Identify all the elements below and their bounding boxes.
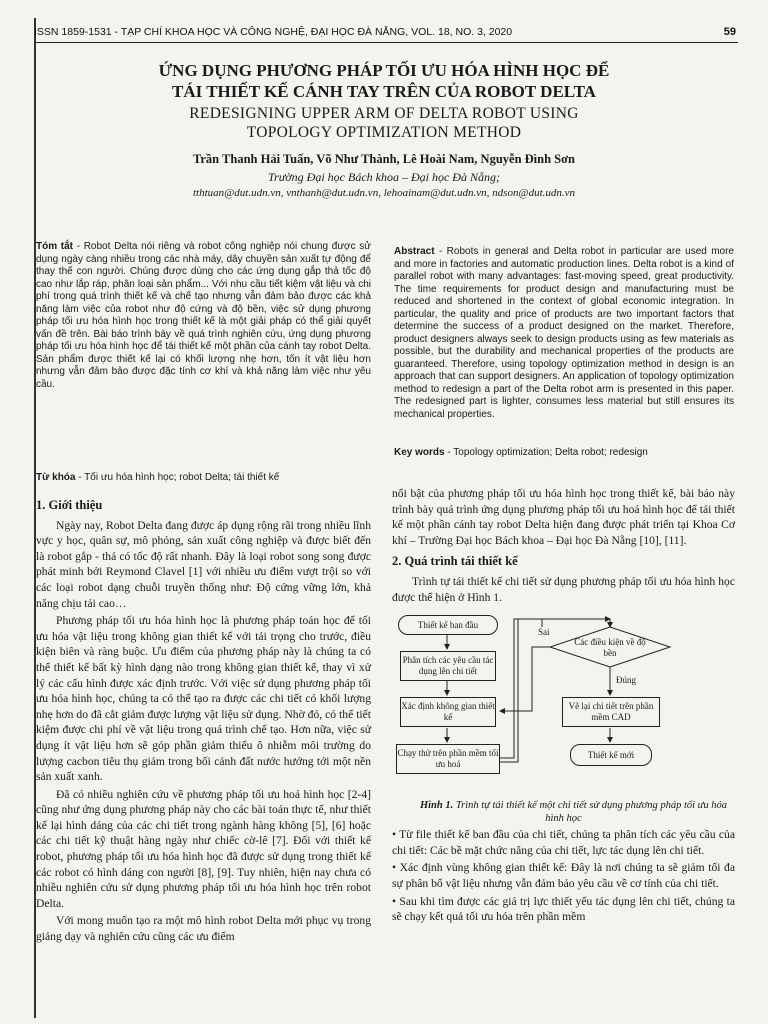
abstract-vietnamese (36, 241, 371, 391)
author-list: Trần Thanh Hải Tuấn, Võ Như Thành, Lê Hoài Nam, Nguyễn Đình Sơn (192, 152, 576, 166)
flow-define-design-space: Xác định không gian thiết kế (400, 697, 496, 727)
journal-title: ISSN 1859-1531 - TẠP CHÍ KHOA HỌC VÀ CÔNG NGHỆ, ĐẠI HỌC ĐÀ NẴNG, VOL. 18, NO. 3, 2020 (34, 26, 513, 38)
paragraph: Với mong muốn tạo ra một mô hình robot Delta mới phục vụ trong giảng dạy và nghiên cứu cũng các ưu điểm (36, 914, 371, 944)
section-2-heading: 2. Quá trình tái thiết kế (392, 554, 518, 569)
flow-label-no: Sai (538, 627, 550, 638)
flow-decision-strength: Các điều kiện về độ bền (574, 637, 646, 659)
title-english (60, 104, 708, 142)
flow-redraw-cad: Vẽ lại chi tiết trên phần mềm CAD (562, 697, 660, 727)
bullet-item: • Sau khi tìm được các giá trị lực thiết yếu tác dụng lên chi tiết, chúng ta sẽ chạy kết quả tối ưu hóa trên phần mềm (392, 894, 735, 924)
title-vietnamese (60, 60, 708, 102)
paragraph: nổi bật của phương pháp tối ưu hóa hình học trong thiết kế, bài báo này trình bày quá trình ứng dụng phương pháp tối ưu hoá hình học để tái thiết kế một phần cánh tay robot Delta hiện đang được phát triển tại Khoa Cơ khí – Trường Đại học Bách khoa – Đại học Đà Nẵng [10], [11]. (392, 487, 735, 547)
body-right-column (392, 486, 735, 927)
flow-run-optimization: Chạy thử trên phần mềm tối ưu hoá (396, 744, 500, 774)
abstract-en-label: Abstract (394, 246, 435, 257)
flow-start: Thiết kế ban đầu (398, 615, 498, 635)
paragraph: Đã có nhiều nghiên cứu về phương pháp tối ưu hoá hình học [2-4] cũng như ứng dụng phương pháp này cho các bài toán thực tế, như thiết kế lại hình dáng của các chi tiết trong ngành hàng không [5], [6] hoặc các chi tiết kỹ thuật hàng ngày như chiếc cờ-lê [7]. Đối với thiết kế robot, phương pháp tối ưu hóa hình học đã được sử dụng trong thiết kế các robot có hình dáng con người [8], [9]. Tuy nhiên, hiện nay chưa có nhiều nghiên cứu sử dụng phương pháp tối ưu hóa hình học trên robot Delta. (36, 787, 371, 910)
paragraph: Ngày nay, Robot Delta đang được áp dụng rộng rãi trong nhiều lĩnh vực y học, quân sự, mô phỏng, sản xuất công nghiệp và được biết đến là robot gắp - thả có tốc độ rất nhanh. Đây là loại robot song song được phát minh bởi Reymond Clavel [1] với nhiều ưu điểm vượt trội so với các loại robot dạng chuỗi truyền thống như: Độ cứng vững lớn, khả năng chịu tải cao… (36, 518, 371, 610)
flow-label-yes: Đúng (616, 675, 636, 686)
running-header (34, 26, 738, 43)
paragraph: Trình tự tái thiết kế chi tiết sử dụng phương pháp tối ưu hóa hình học được thể hiện ở Hình 1. (392, 574, 735, 604)
bullet-item: • Xác định vùng không gian thiết kế: Đây là nơi chúng ta sẽ giảm tối đa sự phân bố vật liệu nhưng vẫn đảm bảo yêu cầu về cơ tính của chi tiết. (392, 861, 735, 890)
body-left-column (36, 496, 371, 947)
abstract-vi-label: Tóm tắt (36, 241, 74, 252)
title-vi-line-2: TÁI THIẾT KẾ CÁNH TAY TRÊN CỦA ROBOT DELTA (172, 82, 596, 101)
bullet-item: • Từ file thiết kế ban đầu của chi tiết, chúng ta phân tích các yêu cầu của chi tiết: Các bề mặt chức năng của chi tiết, lực tác dụng lên chi tiết. (392, 828, 735, 857)
author-emails: tthtuan@dut.udn.vn, vnthanh@dut.udn.vn, lehoainam@dut.udn.vn, ndson@dut.udn.vn (192, 187, 576, 199)
abstract-vi-text: - Robot Delta nói riêng và robot công nghiệp nói chung được sử dụng ngày càng nhiều trong các nhà máy, dây chuyền sản xuất tự động để thay thế con người. Chúng được dùng cho các ứng dụng gắp thả tốc độ cao như lắp ráp, phân loại sản phẩm... Với nhu cầu tiết kiệm vật liệu và chi phí trong quá trình thiết kế và chế tạo nhưng vẫn đảm bảo được các khả năng làm việc của robot như độ cứng và độ bền, việc sử dụng phương pháp tối ưu hóa hình học trong thiết kế là một giải pháp có thể giải quyết vấn đề trên. Bài báo trình bày về quá trình nghiên cứu, ứng dụng phương pháp tối ưu hóa hình học để tái thiết kế một phần của cánh tay robot Delta. Sản phẩm được thiết kế lại có khối lượng nhẹ hơn, tốn ít vật liệu hơn nhưng vẫn đảm bảo được đặc tính cơ khí và khả năng làm việc như yêu cầu. (36, 241, 371, 390)
flow-new-design: Thiết kế mới (570, 744, 652, 766)
page-number: 59 (723, 26, 736, 38)
keywords-vi-label: Từ khóa (36, 472, 76, 483)
title-vi-line-1: ỨNG DỤNG PHƯƠNG PHÁP TỐI ƯU HÓA HÌNH HỌC ĐỂ (158, 61, 610, 80)
paragraph: Phương pháp tối ưu hóa hình học là phương pháp toán học để tối ưu hóa vật liệu trong không gian thiết kế với tải trọng cho trước, điều kiện biên và ràng buộc. Ưu điểm của phương pháp này là chúng ta có thể thiết kế bất kỳ hình dạng nào trong không gian thiết kế, thay vì xử lý các cấu hình được xác định trước. Với việc sử dụng phương pháp tối ưu hóa hình học, chúng ta có thể tạo ra được các chi tiết có khối lượng nhẹ hơn do đã cắt giảm được lượng vật liệu sử dụng. Nhờ đó, có thể tiết kiệm được chi phí về vật liệu trong quá trình chế tạo. Hơn nữa, việc sử dụng ít vật liệu hơn sẽ góp phần giảm thiểu ô nhiễm môi trường do lượng cacbon tiêu thụ giảm trong bối cảnh đất nước hướng tới một nền sản xuất xanh. (36, 614, 371, 784)
abstract-english (394, 246, 734, 421)
title-block (60, 60, 708, 199)
caption-label: Hình 1. (419, 800, 454, 812)
title-en-line-1: REDESIGNING UPPER ARM OF DELTA ROBOT USING (189, 105, 579, 122)
flow-analyze-requirements: Phân tích các yêu cầu tác dụng lên chi tiết (400, 651, 496, 681)
title-en-line-2: TOPOLOGY OPTIMIZATION METHOD (246, 124, 522, 141)
figure-1-caption (392, 799, 735, 825)
keywords-vi-text: - Tối ưu hóa hình học; robot Delta; tái thiết kế (75, 472, 280, 483)
caption-text: Trình tự tái thiết kế một chi tiết sử dụng phương pháp tối ưu hóa hình học (453, 800, 728, 825)
keywords-en-text: - Topology optimization; Delta robot; redesign (444, 447, 648, 458)
keywords-vietnamese (36, 472, 371, 483)
affiliation: Trường Đại học Bách khoa – Đại học Đà Nẵng; (268, 170, 500, 184)
keywords-en-label: Key words (394, 447, 445, 458)
abstract-en-text: - Robots in general and Delta robot in particular are used more and more in factories and automatic production lines. Delta robot is a kind of parallel robot with many advantages: fast-moving speed, great productivity. The time requirements for product design and manufacturing must be reduced and shortened in the context of global economic integration. In particular, the quality and price of products are two important factors that determine the success of a product designed on the market. Therefore, product designers always seek to design products using as few materials as possible, but the durability and mechanical properties of the products are guaranteed. Therefore, using topology optimization method in design is an approach that can support designers. An application of topology optimization method to redesign a part of the Delta robot arm is presented in this paper. The redesigned part is lighter, consumes less material but still ensures its mechanical properties. (394, 246, 734, 420)
flowchart-figure (392, 611, 735, 797)
section-1-heading: 1. Giới thiệu (36, 498, 103, 512)
keywords-english (394, 447, 734, 458)
